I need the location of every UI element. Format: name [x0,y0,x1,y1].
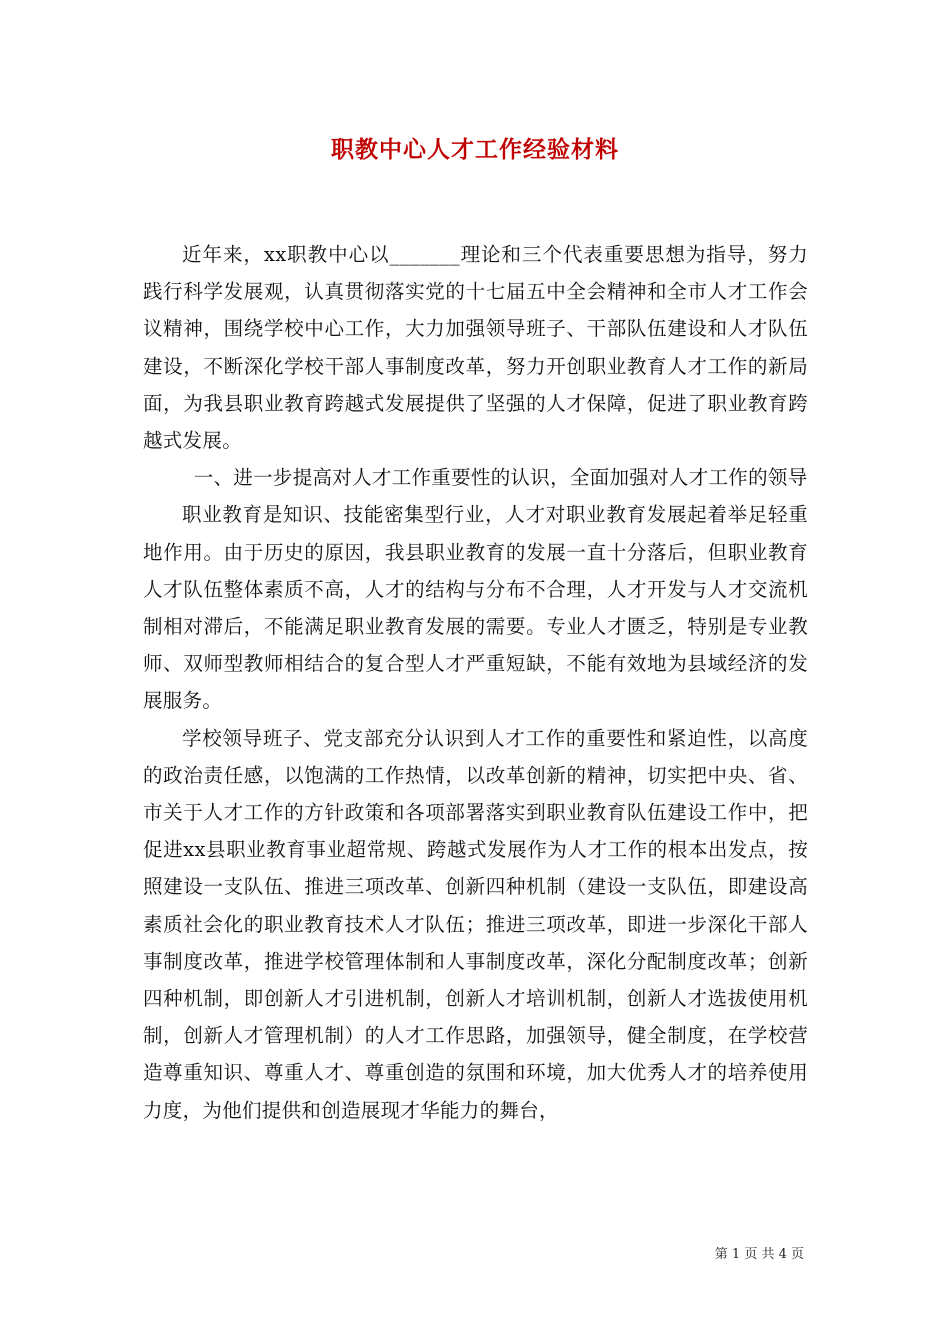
page-number-footer: 第 1 页 共 4 页 [714,1247,804,1262]
paragraph-intro: 近年来，xx职教中心以_______理论和三个代表重要思想为指导，努力践行科学发展观，认真贯彻落实党的十七届五中全会精神和全市人才工作会议精神，围绕学校中心工作，大力加强领导班子、干部队伍建设和人才队伍建设，不断深化学校干部人事制度改革，努力开创职业教育人才工作的新局面，为我县职业教育跨越式发展提供了坚强的人才保障，促进了职业教育跨越式发展。 [143,243,808,453]
paragraph-background: 职业教育是知识、技能密集型行业，人才对职业教育发展起着举足轻重地作用。由于历史的原因，我县职业教育的发展一直十分落后，但职业教育人才队伍整体素质不高，人才的结构与分布不合理，人才开发与人才交流机制相对滞后，不能满足职业教育发展的需要。专业人才匮乏，特别是专业教师、双师型教师相结合的复合型人才严重短缺，不能有效地为县域经济的发展服务。 [143,503,808,713]
document-body [143,236,808,1129]
paragraph-leadership: 学校领导班子、党支部充分认识到人才工作的重要性和紧迫性，以高度的政治责任感，以饱满的工作热情，以改革创新的精神，切实把中央、省、市关于人才工作的方针政策和各项部署落实到职业教育队伍建设工作中，把促进xx县职业教育事业超常规、跨越式发展作为人才工作的根本出发点，按照建设一支队伍、推进三项改革、创新四种机制（建设一支队伍，即建设高素质社会化的职业教育技术人才队伍；推进三项改革，即进一步深化干部人事制度改革，推进学校管理体制和人事制度改革，深化分配制度改革；创新四种机制，即创新人才引进机制，创新人才培训机制，创新人才选拔使用机制，创新人才管理机制）的人才工作思路，加强领导，健全制度，在学校营造尊重知识、尊重人才、尊重创造的氛围和环境，加大优秀人才的培养使用力度，为他们提供和创造展现才华能力的舞台， [143,726,808,1122]
document-title: 职教中心人才工作经验材料 [331,136,619,163]
section-heading-1: 一、进一步提高对人才工作重要性的认识，全面加强对人才工作的领导 [193,466,808,490]
